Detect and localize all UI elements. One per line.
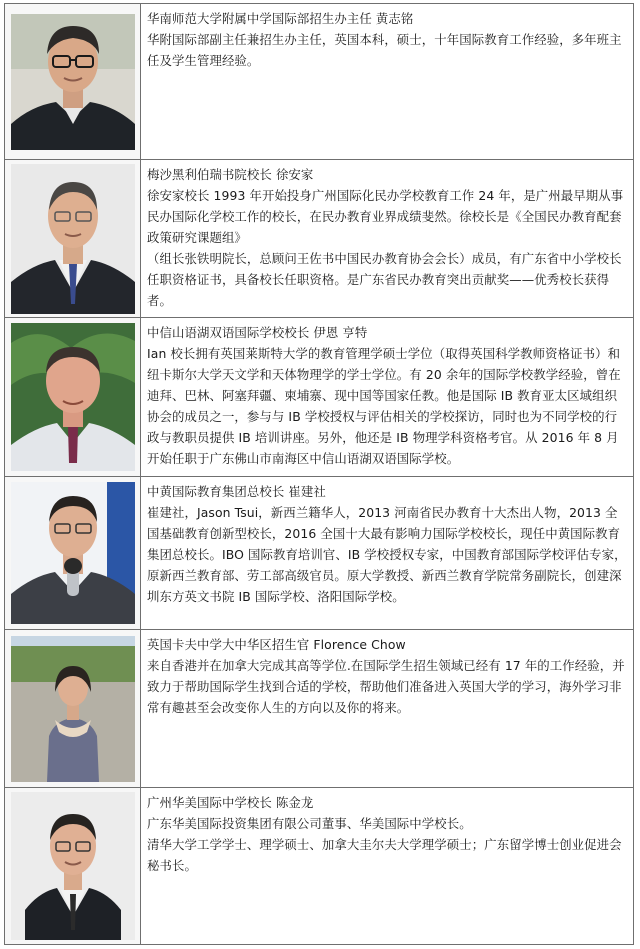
bio-cell	[141, 630, 633, 787]
speaker-title: 中信山语湖双语国际学校校长 伊恩 亨特	[147, 325, 368, 340]
bio-text: 广东华美国际投资集团有限公司董事、华美国际中学校长。	[147, 816, 472, 831]
photo-cell	[5, 477, 141, 629]
photo-cell	[5, 160, 141, 317]
speaker-row	[5, 630, 633, 788]
speaker-title: 中黄国际教育集团总校长 崔建社	[147, 484, 326, 499]
bio-text: 华附国际部副主任兼招生办主任，英国本科，硕士，十年国际教育工作经验，多年班主任及学生管理经验。	[147, 32, 622, 68]
bio-cell	[141, 160, 633, 317]
speaker-row	[5, 477, 633, 630]
bio-text: 来自香港并在加拿大完成其高等学位.在国际学生招生领域已经有 17 年的工作经验，并致力于帮助国际学生找到合适的学校，帮助他们准备进入英国大学的学习，海外学习非常有趣甚至会改变你人生的方向以及你的将来。	[147, 658, 625, 715]
bio-cell	[141, 4, 633, 159]
speaker-title: 英国卡夫中学大中华区招生官 Florence Chow	[147, 637, 406, 652]
bio-text: （组长张铁明院长，总顾问王佐书中国民办教育协会会长）成员，有广东省中小学校长任职资格证书，具备校长任职资格。是广东省民办教育突出贡献奖——优秀校长获得者。	[147, 251, 622, 308]
speaker-row	[5, 4, 633, 160]
bio-cell	[141, 477, 633, 629]
portrait-photo	[11, 164, 135, 314]
bio-cell	[141, 788, 633, 944]
speaker-table	[4, 3, 634, 945]
bio-text: 徐安家校长 1993 年开始投身广州国际化民办学校教育工作 24 年，是广州最早期从事民办国际化学校工作的校长，在民办教育业界成绩斐然。徐校长是《全国民办教育配套政策研究课题组》	[147, 188, 624, 245]
speaker-row	[5, 788, 633, 944]
speaker-row	[5, 318, 633, 477]
portrait-photo	[11, 323, 135, 471]
photo-cell	[5, 788, 141, 944]
portrait-photo	[11, 636, 135, 782]
speaker-title: 梅沙黑利伯瑞书院校长 徐安家	[147, 167, 314, 182]
bio-cell	[141, 318, 633, 476]
portrait-photo	[11, 482, 135, 624]
portrait-photo	[11, 792, 135, 940]
photo-cell	[5, 630, 141, 787]
speaker-row	[5, 160, 633, 318]
photo-cell	[5, 318, 141, 476]
bio-text: 崔建社，Jason Tsui，新西兰籍华人，2013 河南省民办教育十大杰出人物，2013 全国基础教育创新型校长，2016 全国十大最有影响力国际学校校长，现任中黄国际教育集团总校长。IBO 国际教育培训官、IB 学校授权专家，中国教育部国际学校评估专家，原新西兰教育部、劳工部高级官员。原大学教授、新西兰教育学院常务副院长，创建深圳东方英文书院 IB 国际学校、洛阳国际学校。	[147, 505, 627, 604]
bio-text: Ian 校长拥有英国莱斯特大学的教育管理学硕士学位（取得英国科学教师资格证书）和纽卡斯尔大学天文学和天体物理学的学士学位。有 20 余年的国际学校教学经验，曾在迪拜、巴林、阿塞拜疆、柬埔寨、现中国等国家任教。他是国际 IB 教育亚太区域组织协会的成员之一，参与与 IB 学校授权与评估相关的学校探访，同时也为不同学校的行政与教职员提供 IB 培训讲座。另外，他还是 IB 物理学科资格考官。从 2016 年 8 月开始任职于广东佛山市南海区中信山语湖双语国际学校。	[147, 346, 621, 466]
speaker-title: 广州华美国际中学校长 陈金龙	[147, 795, 314, 810]
speaker-title: 华南师范大学附属中学国际部招生办主任 黄志铭	[147, 11, 414, 26]
portrait-photo	[11, 14, 135, 150]
bio-text: 清华大学工学学士、理学硕士、加拿大圭尔夫大学理学硕士；广东留学博士创业促进会秘书长。	[147, 837, 622, 873]
photo-cell	[5, 4, 141, 159]
